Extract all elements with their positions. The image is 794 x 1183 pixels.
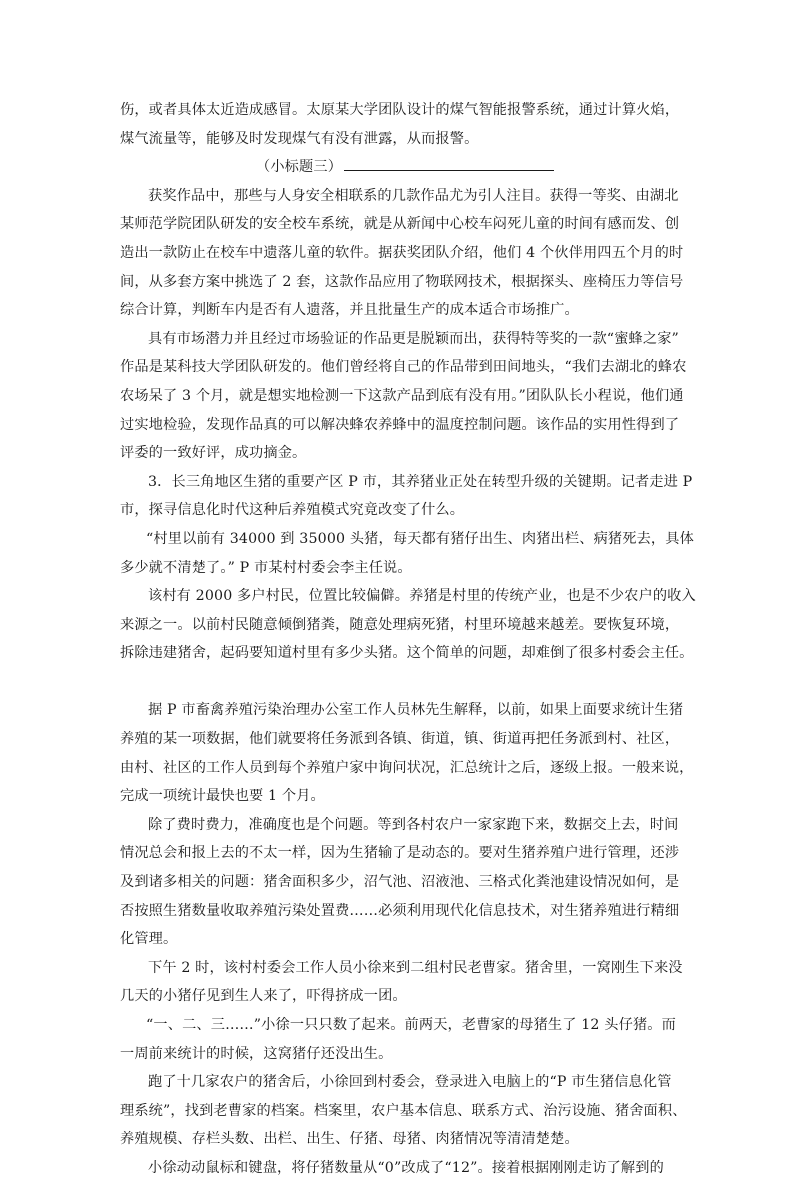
text-line: 过实地检验，发现作品真的可以解决蜂农养蜂中的温度控制问题。该作品的实用性得到了 xyxy=(120,416,680,433)
text-line: 拆除违建猪舍，起码要知道村里有多少头猪。这个简单的问题，却难倒了很多村委会主任。 xyxy=(120,645,694,662)
text-line: 多少就不清楚了。” P 市某村村委会李主任说。 xyxy=(120,559,412,576)
text-line: 市，探寻信息化时代这种后养殖模式究竟改变了什么。 xyxy=(120,502,465,519)
text-line: 化管理。 xyxy=(120,931,178,948)
text-line: 下午 2 时，该村村委会工作人员小徐来到二组村民老曹家。猪舍里，一窝刚生下来没 xyxy=(148,959,683,976)
text-line: 伤，或者具体太近造成感冒。太原某大学团队设计的煤气智能报警系统，通过计算火焰， xyxy=(120,102,680,118)
text-line: 养殖规模、存栏头数、出栏、出生、仔猪、母猪、肉猪情况等清清楚楚。 xyxy=(120,1131,579,1148)
subheading-line xyxy=(120,153,675,182)
text-line: 综合计算，判断车内是否有人遗落，并且批量生产的成本适合市场推广。 xyxy=(120,302,579,319)
text-line: 几天的小猪仔见到生人来了，吓得挤成一团。 xyxy=(120,988,407,1005)
text-line: 养殖的某一项数据，他们就要将任务派到各镇、街道，镇、街道再把任务派到村、社区， xyxy=(120,731,680,748)
text-line: 3．长三角地区生猪的重要产区 P 市，其养猪业正处在转型升级的关键期。记者走进 P xyxy=(148,473,693,490)
text-line: 一周前来统计的时候，这窝猪仔还没出生。 xyxy=(120,1045,393,1062)
text-line: 理系统”，找到老曹家的档案。档案里，农户基本信息、联系方式、治污设施、猪舍面积、 xyxy=(120,1102,687,1119)
text-line: 某师范学院团队研发的安全校车系统，就是从新闻中心校车闷死儿童的时间有感而发、创 xyxy=(120,216,680,233)
text-line: 农场呆了 3 个月，就是想实地检测一下这款产品到底有没有用。”团队队长小程说，他们通 xyxy=(120,387,684,404)
text-line: 小徐动动鼠标和键盘，将仔猪数量从“0”改成了“12”。接着根据刚刚走访了解到的 xyxy=(148,1159,664,1176)
text-line: 情况总会和报上去的不太一样，因为生猪输了是动态的。要对生猪养殖户进行管理，还涉 xyxy=(120,845,680,862)
text-line: “一、二、三……”小徐一只只数了起来。前两天，老曹家的母猪生了 12 头仔猪。而 xyxy=(146,1017,676,1033)
text-line: 完成一项统计最快也要 1 个月。 xyxy=(120,788,325,805)
subheading-label: （小标题三） xyxy=(256,159,343,176)
paragraph-spacer xyxy=(120,668,675,697)
document-page xyxy=(120,96,696,1183)
text-line: 造出一款防止在校车中遗落儿童的软件。据获奖团队介绍，他们 4 个伙伴用四五个月的时 xyxy=(120,244,684,261)
text-line: 获奖作品中，那些与人身安全相联系的几款作品尤为引人注目。获得一等奖、由湖北 xyxy=(148,187,679,204)
text-line: 否按照生猪数量收取养殖污染处置费……必须利用现代化信息技术，对生猪养殖进行精细 xyxy=(120,902,680,919)
text-line: 煤气流量等，能够及时发现煤气有没有泄露，从而报警。 xyxy=(120,130,479,147)
text-line: 由村、社区的工作人员到每个养殖户家中询问状况，汇总统计之后，逐级上报。一般来说， xyxy=(120,759,694,776)
text-line: 跑了十几家农户的猪舍后，小徐回到村委会，登录进入电脑上的“P 市生猪信息化管 xyxy=(148,1074,672,1091)
text-line: 具有市场潜力并且经过市场验证的作品更是脱颖而出，获得特等奖的一款“蜜蜂之家” xyxy=(148,330,679,347)
answer-blank xyxy=(344,153,554,171)
text-line: 作品是某科技大学团队研发的。他们曾经将自己的作品带到田间地头，“我们去湖北的蜂农 xyxy=(120,359,687,376)
text-line: 评委的一致好评，成功摘金。 xyxy=(120,445,307,462)
text-line: 除了费时费力，准确度也是个问题。等到各村农户一家家跑下来，数据交上去，时间 xyxy=(148,816,679,833)
text-line: 间，从多套方案中挑选了 2 套，这款作品应用了物联网技术，根据探头、座椅压力等信号 xyxy=(120,273,684,290)
text-line: 该村有 2000 多户村民，位置比较偏僻。养猪是村里的传统产业，也是不少农户的收入 xyxy=(148,588,696,605)
text-line: “村里以前有 34000 到 35000 头猪，每天都有猪仔出生、肉猪出栏、病猪死去，具体 xyxy=(146,530,694,547)
text-line: 及到诸多相关的问题：猪舍面积多少，沼气池、沼液池、三格式化粪池建设情况如何，是 xyxy=(120,874,680,891)
text-line: 据 P 市畜禽养殖污染治理办公室工作人员林先生解释，以前，如果上面要求统计生猪 xyxy=(148,702,684,719)
text-line: 来源之一。以前村民随意倾倒猪粪，随意处理病死猪，村里环境越来越差。要恢复环境， xyxy=(120,616,680,633)
